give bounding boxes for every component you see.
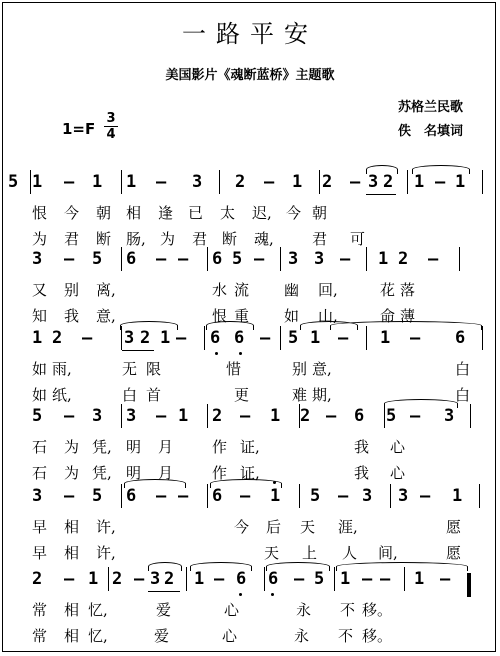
song-title: 一路平安 (182, 20, 318, 48)
lyric-word: 更 (234, 386, 250, 404)
note: 5 (92, 486, 103, 506)
note: 1 (340, 569, 351, 589)
lyric-word: 涯, (338, 518, 358, 536)
hold-dash: – (134, 569, 145, 589)
lyric-word: 相 (64, 544, 80, 562)
lyric-word: 知 (32, 307, 48, 325)
meter-top: 3 (106, 111, 116, 126)
note: 1 (452, 486, 463, 506)
composer-credit: 苏格兰民歌 (398, 100, 464, 115)
lyric-word: 无 (122, 360, 138, 378)
note-line (0, 247, 500, 271)
lyric-word: 恨 (212, 307, 228, 325)
lyric-word: 离, (96, 281, 116, 299)
lyric-word: 移。 (362, 601, 393, 619)
hold-dash: – (440, 569, 451, 589)
barline (204, 326, 205, 350)
lyric-word: 薄 (400, 307, 416, 325)
lyric-word: 限 (146, 360, 162, 378)
note: 6 (455, 328, 466, 348)
note: 3 (314, 249, 325, 269)
hold-dash: – (362, 569, 373, 589)
lyric-verse-1 (0, 279, 500, 299)
lyric-word: 人 (342, 544, 358, 562)
lyric-word: 命 (380, 307, 396, 325)
lyric-word: 断 (222, 230, 238, 248)
note: 2 (300, 406, 311, 426)
lyric-word: 君 (312, 230, 328, 248)
lyric-word: 今 (64, 204, 80, 222)
lyric-word: 迟, (252, 204, 272, 222)
barline (121, 170, 122, 194)
lyric-word: 移。 (362, 627, 393, 645)
barline (479, 484, 480, 508)
slur-mark (336, 562, 468, 571)
hold-dash: – (178, 486, 189, 506)
lyric-word: 爱 (154, 627, 170, 645)
note: 1 (32, 328, 43, 348)
lyric-word: 愿 (446, 544, 462, 562)
note: 1 (126, 172, 137, 192)
lyric-word: 首 (146, 386, 162, 404)
song-subtitle: 美国影片《魂断蓝桥》主题歌 (165, 68, 335, 83)
final-barline (467, 573, 471, 597)
lyric-word: 相 (126, 204, 142, 222)
note: 3 (368, 172, 379, 192)
note: 6 (126, 249, 137, 269)
note: 6 (236, 569, 247, 589)
note: 5 (314, 569, 325, 589)
lyric-verse-2 (0, 228, 500, 248)
hold-dash: – (410, 406, 421, 426)
barline (219, 170, 220, 194)
note: 6 (212, 249, 223, 269)
lyric-word: 相 (64, 518, 80, 536)
barline (299, 484, 300, 508)
hold-dash: – (156, 406, 167, 426)
hold-dash: – (178, 249, 189, 269)
note: 3 (150, 569, 161, 589)
hold-dash: – (64, 172, 75, 192)
note: 3 (398, 486, 409, 506)
note: 1 (310, 328, 321, 348)
lyric-word: 白 (122, 386, 138, 404)
lyric-word: 今 (286, 204, 302, 222)
lyric-verse-1 (0, 599, 500, 619)
lyric-word: 回, (318, 281, 338, 299)
lyric-word: 间, (378, 544, 398, 562)
barline (264, 567, 265, 591)
lyric-word: 雨, (52, 360, 72, 378)
barline (207, 484, 208, 508)
note: 5 (232, 249, 243, 269)
lyric-word: 证, (240, 438, 260, 456)
note: 3 (124, 328, 135, 348)
note: 2 (140, 328, 151, 348)
lyric-word: 忆, (88, 601, 108, 619)
octave-dot (271, 593, 274, 596)
lyric-word: 相 (64, 627, 80, 645)
lyric-word: 作 (212, 438, 228, 456)
beam-underline (148, 591, 180, 592)
lyric-word: 我 (354, 438, 370, 456)
lyric-word: 今 (234, 518, 250, 536)
lyric-word: 早 (32, 544, 48, 562)
note: 6 (234, 328, 245, 348)
lyric-word: 逢 (158, 204, 174, 222)
lyric-word: 不 (338, 627, 354, 645)
note: 6 (210, 328, 221, 348)
meter-bottom: 4 (106, 127, 116, 142)
lyric-word: 上 (302, 544, 318, 562)
hold-dash: – (64, 406, 75, 426)
note: 1 (178, 406, 189, 426)
note: 3 (362, 486, 373, 506)
lyric-word: 花 (380, 281, 396, 299)
note: 1 (414, 172, 425, 192)
lyric-word: 君 (64, 230, 80, 248)
lyric-word: 山, (318, 307, 338, 325)
lyric-word: 难 (292, 386, 308, 404)
lyric-word: 肠, (126, 230, 146, 248)
key-signature: 1=F (62, 120, 96, 138)
lyric-verse-1 (0, 436, 500, 456)
lyric-verse-1 (0, 358, 500, 378)
note: 1 (378, 249, 389, 269)
lyric-word: 石 (32, 438, 48, 456)
barline (207, 404, 208, 428)
barline (319, 170, 320, 194)
hold-dash: – (64, 249, 75, 269)
lyric-word: 不 (340, 601, 356, 619)
note: 2 (383, 172, 394, 192)
lyric-word: 凭, (92, 464, 112, 482)
note: 1 (88, 569, 99, 589)
lyric-word: 流 (234, 281, 250, 299)
lyric-word: 天 (264, 544, 280, 562)
note: 1 (270, 486, 281, 506)
barline (470, 404, 471, 428)
note: 3 (92, 406, 103, 426)
lyric-word: 凭, (92, 438, 112, 456)
slur-mark (190, 562, 252, 571)
hold-dash: – (435, 172, 446, 192)
lyric-word: 如 (32, 360, 48, 378)
octave-dot (239, 593, 242, 596)
lyric-word: 意, (96, 307, 116, 325)
note: 2 (52, 328, 63, 348)
hold-dash: – (294, 569, 305, 589)
hold-dash: – (340, 249, 351, 269)
lyric-word: 证, (240, 464, 260, 482)
note: 1 (32, 172, 43, 192)
lyric-word: 早 (32, 518, 48, 536)
octave-dot (239, 352, 242, 355)
hold-dash: – (240, 486, 251, 506)
slur-mark (148, 562, 182, 571)
lyric-word: 心 (224, 601, 240, 619)
note: 5 (32, 406, 43, 426)
lyric-word: 断 (96, 230, 112, 248)
barline (366, 247, 367, 271)
note: 1 (160, 328, 171, 348)
lyric-word: 白 (455, 360, 471, 378)
note: 2 (32, 569, 43, 589)
lyric-word: 如 (284, 307, 300, 325)
lyric-word: 为 (32, 230, 48, 248)
note: 6 (212, 486, 223, 506)
hold-dash: – (420, 486, 431, 506)
barline (30, 170, 31, 194)
lyric-word: 我 (64, 307, 80, 325)
lyric-word: 可 (350, 230, 366, 248)
slur-mark (266, 562, 330, 571)
slur-mark (124, 479, 186, 488)
beam-underline (366, 194, 396, 195)
note: 2 (398, 249, 409, 269)
lyric-word: 后 (266, 518, 282, 536)
lyric-word: 为 (64, 438, 80, 456)
hold-dash: – (428, 249, 439, 269)
note: 2 (212, 406, 223, 426)
hold-dash: – (338, 486, 349, 506)
octave-dot (273, 481, 276, 484)
note: 2 (112, 569, 123, 589)
note: 2 (235, 172, 246, 192)
lyric-word: 已 (188, 204, 204, 222)
hold-dash: – (156, 172, 167, 192)
note: 1 (380, 328, 391, 348)
lyric-word: 常 (32, 601, 48, 619)
lyric-word: 常 (32, 627, 48, 645)
hold-dash: – (254, 249, 265, 269)
barline (390, 484, 391, 508)
hold-dash: – (176, 328, 187, 348)
barline (280, 247, 281, 271)
note: 6 (268, 569, 279, 589)
slur-mark (412, 165, 470, 174)
hold-dash: – (64, 486, 75, 506)
lyric-word: 水 (212, 281, 228, 299)
note: 1 (414, 569, 425, 589)
time-signature (104, 112, 118, 141)
lyric-verse-1 (0, 516, 500, 536)
note: 3 (32, 249, 43, 269)
hold-dash: – (380, 569, 391, 589)
slur-mark (210, 479, 282, 488)
lyric-word: 如 (32, 386, 48, 404)
lyric-word: 意, (312, 360, 332, 378)
barline (482, 170, 483, 194)
lyric-word: 白 (455, 386, 471, 404)
lyric-word: 心 (390, 438, 406, 456)
lyric-word: 月 (158, 464, 174, 482)
hold-dash: – (240, 406, 251, 426)
lyric-word: 石 (32, 464, 48, 482)
lyric-word: 许, (96, 518, 116, 536)
lyric-word: 期, (312, 386, 332, 404)
note: 5 (310, 486, 321, 506)
note: 3 (288, 249, 299, 269)
lyric-verse-1 (0, 202, 500, 222)
lyric-word: 明 (126, 464, 142, 482)
barline (121, 247, 122, 271)
lyric-word: 落 (400, 281, 416, 299)
note: 3 (444, 406, 455, 426)
note: 5 (386, 406, 397, 426)
lyric-word: 幽 (284, 281, 300, 299)
note: 3 (126, 406, 137, 426)
hold-dash: – (64, 569, 75, 589)
note: 1 (292, 172, 303, 192)
barline (121, 404, 122, 428)
note: 1 (270, 406, 281, 426)
slur-mark (366, 165, 398, 174)
slur-mark (384, 399, 458, 408)
lyric-word: 别 (292, 360, 308, 378)
barline (407, 170, 408, 194)
lyric-word: 明 (126, 438, 142, 456)
slur-mark (206, 321, 254, 330)
lyric-word: 心 (390, 464, 406, 482)
barline (108, 567, 109, 591)
note: 1 (455, 172, 466, 192)
lyric-word: 魂, (254, 230, 274, 248)
hold-dash: – (264, 172, 275, 192)
lyric-word: 爱 (156, 601, 172, 619)
octave-dot (215, 352, 218, 355)
lyric-word: 永 (296, 601, 312, 619)
lyric-word: 重 (234, 307, 250, 325)
hold-dash: – (326, 406, 337, 426)
lyric-word: 忆, (88, 627, 108, 645)
lyric-word: 愿 (446, 518, 462, 536)
hold-dash: – (214, 569, 225, 589)
note: 6 (354, 406, 365, 426)
lyric-word: 朝 (312, 204, 328, 222)
hold-dash: – (156, 249, 167, 269)
lyric-verse-2 (0, 542, 500, 562)
lyric-word: 永 (294, 627, 310, 645)
slur-mark (120, 321, 178, 330)
barline (459, 247, 460, 271)
lyric-word: 太 (220, 204, 236, 222)
lyric-word: 惜 (226, 360, 242, 378)
barline (121, 484, 122, 508)
note: 5 (8, 172, 19, 192)
lyric-word: 心 (222, 627, 238, 645)
barline (482, 326, 483, 350)
lyricist-credit: 佚 名填词 (398, 124, 464, 139)
lyric-word: 为 (160, 230, 176, 248)
hold-dash: – (82, 328, 93, 348)
note: 3 (32, 486, 43, 506)
barline (186, 567, 187, 591)
note: 5 (288, 328, 299, 348)
note: 2 (322, 172, 333, 192)
hold-dash: – (410, 328, 421, 348)
lyric-word: 纸, (52, 386, 72, 404)
hold-dash: – (156, 486, 167, 506)
lyric-word: 恨 (32, 204, 48, 222)
lyric-word: 我 (354, 464, 370, 482)
lyric-word: 别 (64, 281, 80, 299)
hold-dash: – (350, 172, 361, 192)
hold-dash: – (338, 328, 349, 348)
note: 1 (92, 172, 103, 192)
lyric-word: 作 (212, 464, 228, 482)
note: 2 (164, 569, 175, 589)
beam-underline (122, 350, 154, 351)
lyric-word: 天 (300, 518, 316, 536)
hold-dash: – (260, 328, 271, 348)
note: 3 (192, 172, 203, 192)
lyric-word: 相 (64, 601, 80, 619)
lyric-word: 为 (64, 464, 80, 482)
lyric-word: 朝 (96, 204, 112, 222)
slur-mark (330, 321, 482, 330)
barline (280, 326, 281, 350)
note: 5 (92, 249, 103, 269)
note: 6 (126, 486, 137, 506)
lyric-word: 月 (158, 438, 174, 456)
barline (207, 247, 208, 271)
barline (334, 567, 335, 591)
note: 1 (194, 569, 205, 589)
lyric-word: 君 (192, 230, 208, 248)
lyric-word: 许, (96, 544, 116, 562)
lyric-word: 又 (32, 281, 48, 299)
lyric-verse-2 (0, 625, 500, 645)
